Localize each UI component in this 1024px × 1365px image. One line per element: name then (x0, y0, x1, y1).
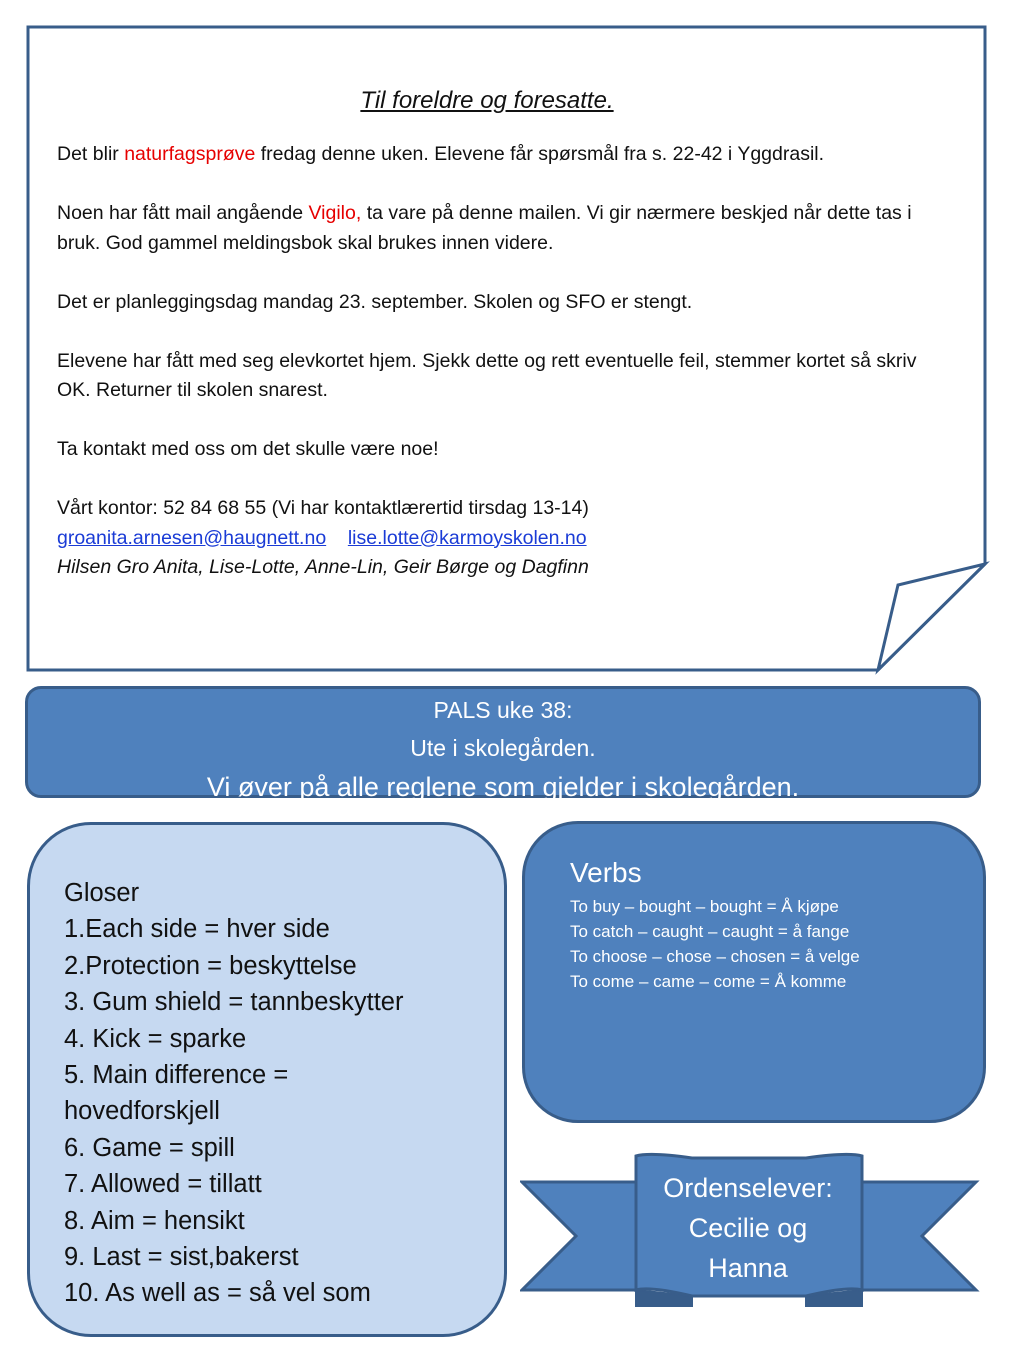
list-item: To come – came – come = Å komme (570, 972, 847, 991)
verbs-box (522, 821, 986, 1123)
verbs-list (570, 894, 860, 994)
gloser-list (64, 875, 484, 1312)
ribbon-line-name1: Cecilie og (688, 1213, 808, 1243)
list-item: 1.Each side = hver side (64, 915, 330, 944)
list-item: 5. Main difference = (64, 1061, 289, 1090)
verbs-title: Verbs (570, 857, 642, 888)
email-link-liselotte[interactable]: lise.lotte@karmoyskolen.no (347, 526, 587, 549)
ribbon-left-tail (522, 1182, 638, 1290)
email-link-groanita[interactable]: groanita.arnesen@haugnett.no (57, 526, 327, 549)
list-item: To catch – caught – caught = å fange (570, 922, 850, 941)
letter-office-phone: Vårt kontor: 52 84 68 55 (Vi har kontaktlærertid tirsdag 13-14) (57, 497, 589, 519)
list-item: hovedforskjell (64, 1097, 220, 1126)
letter-paragraph-test: Det blir naturfagsprøve fredag denne uken. Elevene får spørsmål fra s. 22-42 i Yggdrasil. (57, 143, 825, 165)
letter-paragraph-contact: Ta kontakt med oss om det skulle være noe! (57, 438, 439, 460)
pals-week: PALS uke 38: (433, 697, 573, 723)
list-item: 3. Gum shield = tannbeskytter (64, 988, 404, 1017)
letter-body (57, 84, 937, 583)
list-item: 8. Aim = hensikt (64, 1206, 245, 1235)
letter-paragraph-planning-day: Det er planleggingsdag mandag 23. september. Skolen og SFO er stengt. (57, 290, 693, 313)
letter-paragraph-vigilo: Noen har fått mail angående Vigilo, ta vare på denne mailen. Vi gir nærmere beskjed når dette tas i bruk. God gammel meldingsbok skal brukes innen videre. (57, 202, 912, 254)
ribbon-label (640, 1168, 856, 1288)
list-item: 9. Last = sist,bakerst (64, 1243, 299, 1272)
ribbon-line-name2: Hanna (708, 1253, 788, 1283)
pals-banner (25, 686, 981, 802)
letter-paragraph-student-card: Elevene har fått med seg elevkortet hjem. Sjekk dette og rett eventuelle feil, stemmer kortet så skriv OK. Returner til skolen snarest. (57, 349, 917, 401)
list-item: 4. Kick = sparke (64, 1024, 247, 1053)
gloser-box (27, 822, 507, 1337)
letter-emails (57, 524, 937, 554)
gloser-title: Gloser (64, 879, 140, 907)
vigilo-highlight: Vigilo, (308, 202, 362, 224)
list-item: To buy – bought – bought = Å kjøpe (570, 897, 839, 916)
letter-signoff: Hilsen Gro Anita, Lise-Lotte, Anne-Lin, Geir Børge og Dagfinn (57, 556, 589, 578)
list-item: To choose – chose – chosen = å velge (570, 947, 860, 966)
pals-location: Ute i skolegården. (410, 735, 596, 761)
list-item: 6. Game = spill (64, 1133, 235, 1162)
list-item: 10. As well as = så vel som (64, 1279, 371, 1308)
list-item: 7. Allowed = tillatt (64, 1170, 262, 1199)
letter-title: Til foreldre og foresatte. (360, 87, 614, 114)
test-highlight: naturfagsprøve (124, 143, 256, 165)
pals-rule: Vi øver på alle reglene som gjelder i skolegården. (206, 772, 800, 802)
list-item: 2.Protection = beskyttelse (64, 951, 357, 980)
ribbon-right-tail (860, 1182, 976, 1290)
ribbon-line-title: Ordenselever: (663, 1173, 833, 1203)
